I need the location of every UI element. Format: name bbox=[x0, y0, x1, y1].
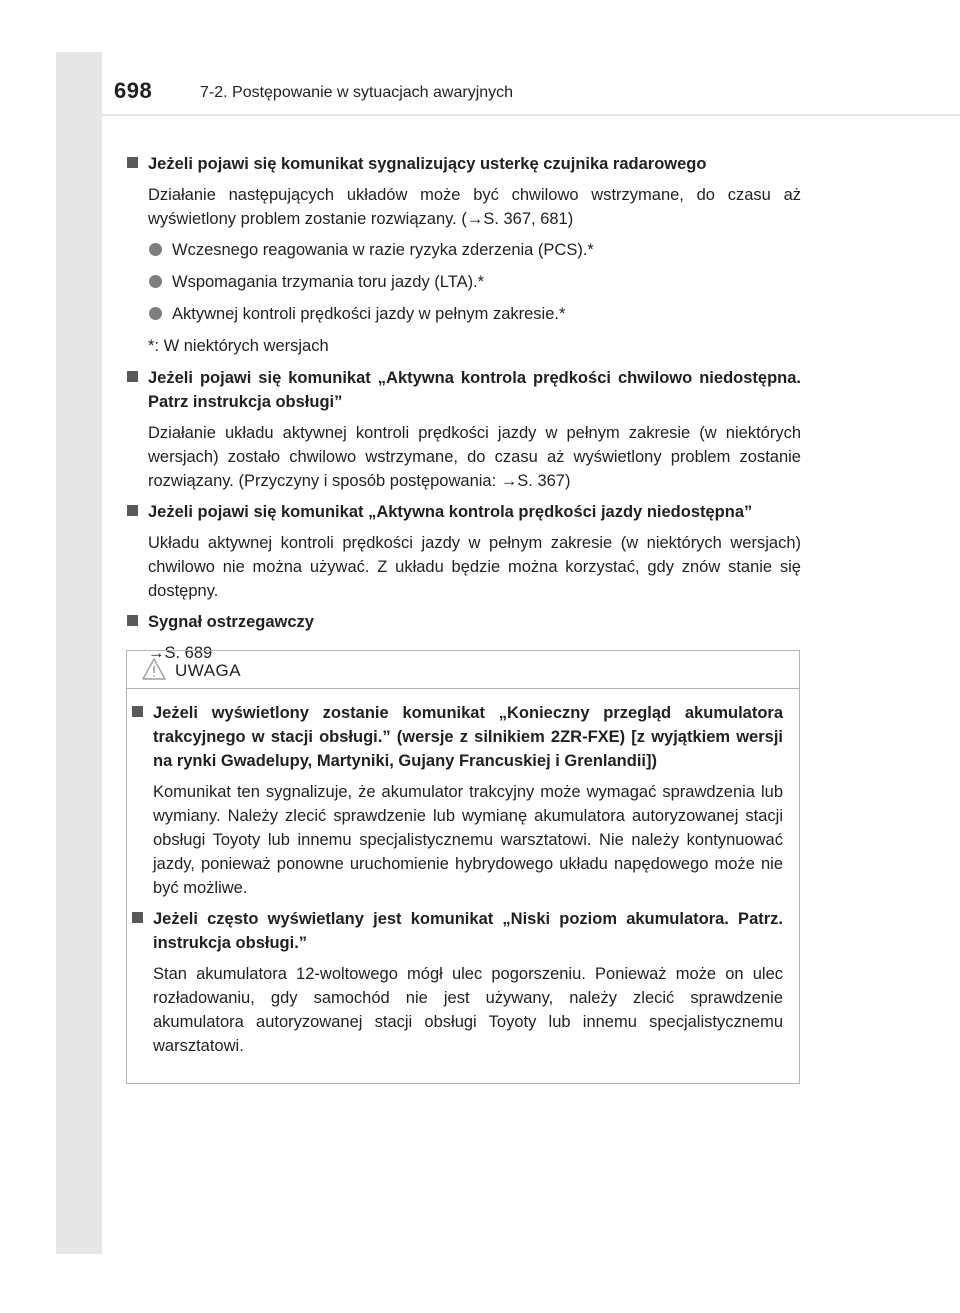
list-item bbox=[148, 270, 801, 294]
square-bullet-icon bbox=[127, 615, 138, 626]
page-number: 698 bbox=[114, 78, 153, 103]
square-bullet-icon bbox=[127, 371, 138, 382]
warning-header bbox=[127, 651, 799, 689]
warning-item-paragraph: Komunikat ten sygnalizuje, że akumulator trakcyjny może wymagać sprawdzenia lub wymiany. Należy zlecić sprawdzenie lub wymianę akumulatora autoryzowanej stacji obsługi Toyoty lub innemu specjalistycznemu warsztatowi. Nie należy kontynuować jazdy, ponieważ ponowne uruchomienie hybrydowego układu napędowego może nie być możliwe. bbox=[153, 783, 783, 897]
warning-item-title: Jeżeli wyświetlony zostanie komunikat „Konieczny przegląd akumulatora trakcyjnego w stacji obsługi.” (wersje z silnikiem 2ZR-FXE) [z wyjątkiem wersji na rynki Gwadelupy, Martyniki, Gujany Francuskiej i Grenlandii]) bbox=[153, 704, 783, 770]
section-radar-sensor bbox=[126, 152, 801, 358]
main-content bbox=[126, 152, 801, 671]
warning-triangle-icon bbox=[141, 657, 167, 681]
page-side-tab bbox=[56, 52, 102, 1254]
warning-item-title: Jeżeli często wyświetlany jest komunikat „Niski poziom akumulatora. Patrz. instrukcja obsługi.” bbox=[153, 910, 783, 952]
circle-bullet-icon bbox=[149, 243, 162, 256]
warning-title: UWAGA bbox=[175, 661, 242, 680]
list-item bbox=[148, 238, 801, 262]
chapter-title: 7-2. Postępowanie w sytuacjach awaryjnych bbox=[200, 84, 514, 101]
circle-bullet-icon bbox=[149, 307, 162, 320]
section-paragraph: Działanie układu aktywnej kontroli prędkości jazdy w pełnym zakresie (w niektórych wersjach) zostało chwilowo wstrzymane, do czasu aż wyświetlony problem zostanie rozwiązany. (Przyczyny i sposób postępowania: →S. 367) bbox=[148, 424, 801, 490]
section-acc-unavailable bbox=[126, 500, 801, 603]
page-reference: →S. 689 bbox=[148, 644, 213, 662]
header-divider bbox=[102, 114, 960, 116]
list-item-text: Aktywnej kontroli prędkości jazdy w pełnym zakresie.* bbox=[172, 305, 566, 323]
circle-bullet-icon bbox=[149, 275, 162, 288]
section-paragraph: Układu aktywnej kontroli prędkości jazdy w pełnym zakresie (w niektórych wersjach) chwilowo nie można używać. Z układu będzie można korzystać, gdy znów stanie się dostępny. bbox=[148, 534, 801, 600]
list-item-text: Wczesnego reagowania w razie ryzyka zderzenia (PCS).* bbox=[172, 241, 594, 259]
warning-item-low-battery bbox=[131, 907, 783, 1058]
section-title: Jeżeli pojawi się komunikat „Aktywna kontrola prędkości chwilowo niedostępna. Patrz instrukcja obsługi” bbox=[148, 369, 801, 411]
warning-item-traction-battery bbox=[131, 701, 783, 900]
square-bullet-icon bbox=[132, 706, 143, 717]
section-title: Sygnał ostrzegawczy bbox=[148, 613, 314, 631]
section-title: Jeżeli pojawi się komunikat sygnalizujący usterkę czujnika radarowego bbox=[148, 155, 707, 173]
warning-box bbox=[126, 650, 800, 1084]
square-bullet-icon bbox=[127, 505, 138, 516]
section-paragraph: Działanie następujących układów może być chwilowo wstrzymane, do czasu aż wyświetlony problem zostanie rozwiązany. (→S. 367, 681) bbox=[148, 186, 801, 228]
square-bullet-icon bbox=[132, 912, 143, 923]
square-bullet-icon bbox=[127, 157, 138, 168]
warning-item-paragraph: Stan akumulatora 12-woltowego mógł ulec pogorszeniu. Ponieważ może on ulec rozładowaniu, gdy samochód nie jest używany, należy zlecić sprawdzenie akumulatora autoryzowanej stacji obsługi Toyoty lub innemu specjalistycznemu warsztatowi. bbox=[153, 965, 783, 1055]
list-item-text: Wspomagania trzymania toru jazdy (LTA).* bbox=[172, 273, 485, 291]
section-acc-temporarily-unavailable bbox=[126, 366, 801, 493]
list-item bbox=[148, 302, 801, 326]
section-title: Jeżeli pojawi się komunikat „Aktywna kontrola prędkości jazdy niedostępna” bbox=[148, 503, 753, 521]
warning-body bbox=[131, 701, 783, 1065]
page-header bbox=[102, 52, 960, 116]
footnote: *: W niektórych wersjach bbox=[148, 337, 329, 355]
